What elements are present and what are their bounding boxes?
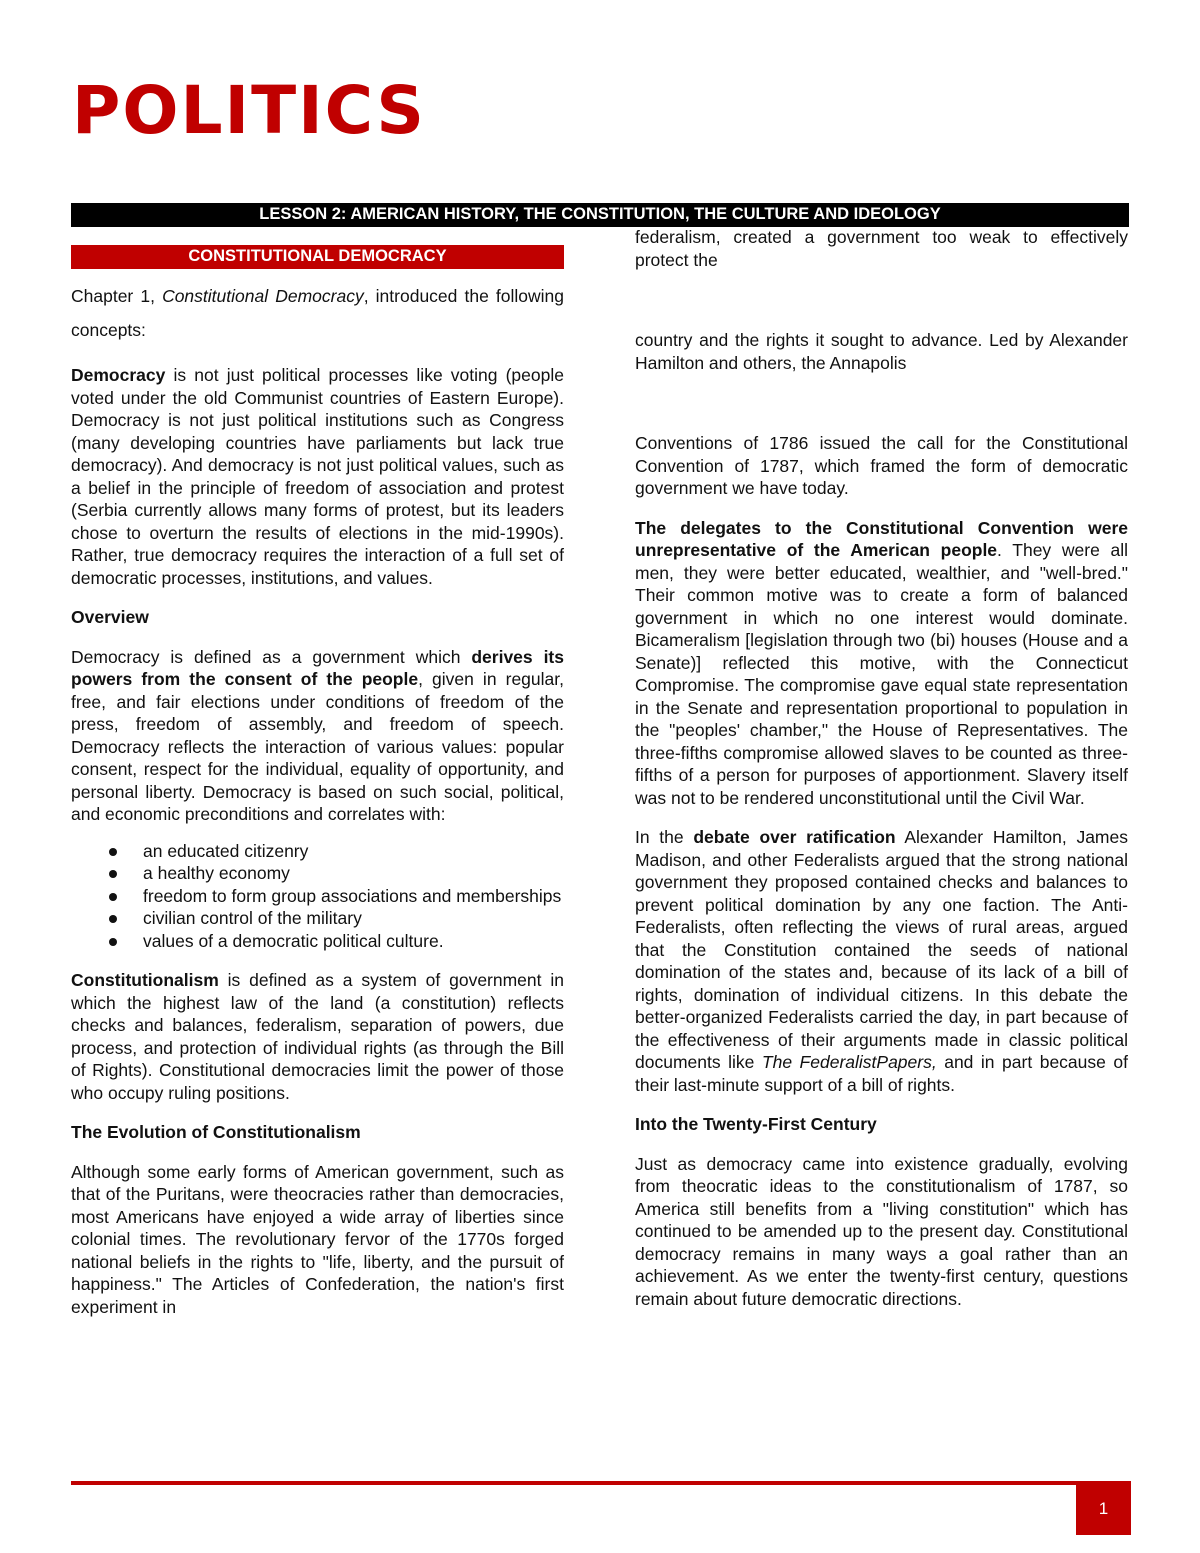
list-item-text: a healthy economy [143,863,290,883]
lesson-title-bar: LESSON 2: AMERICAN HISTORY, THE CONSTITUTION, THE CULTURE AND IDEOLOGY [71,203,1129,227]
ratification-text-start: In the [635,827,694,847]
constitutionalism-term: Constitutionalism [71,970,219,990]
overview-heading: Overview [71,607,149,627]
list-item-text: civilian control of the military [143,908,362,928]
overview-text-end: , given in regular, free, and fair elections under conditions of freedom of the press, freedom of assembly, and freedom of speech. Democracy reflects the interaction of various values: popular consent, respect for the individual, equality of opportunity, and personal liberty. Democracy is based on such social, political, and economic preconditions and correlates with: [71,669,564,824]
intro-text-start: Chapter 1, [71,286,163,306]
evolution-heading: The Evolution of Constitutionalism [71,1122,361,1142]
list-item [143,840,564,863]
constitutionalism-paragraph [71,969,564,1104]
ratification-bold-phrase: debate over ratification [693,827,896,847]
list-item [143,885,564,908]
preconditions-list [71,840,564,953]
footer-rule [71,1481,1131,1485]
overview-paragraph [71,646,564,826]
intro-chapter-title: Constitutional Democracy [162,286,364,306]
section-title-bar: CONSTITUTIONAL DEMOCRACY [71,245,564,269]
bullet-icon [109,938,117,946]
delegates-text: . They were all men, they were better educated, wealthier, and "well-bred." Their common motive was to create a form of balanced government in which no one interest would dominate. Bicameralism [legislation through two (bi) houses (House and a Senate)] reflected this motive, with the Connecticut Compromise. The compromise gave equal state representation in the Senate and representation proportional to population in the "peoples' chamber," the House of Representatives. The three-fifths compromise allowed slaves to be counted as three-fifths of a person for purposes of apportionment. Slavery itself was not to be rendered unconstitutional until the Civil War. [635,540,1128,808]
ratification-text-end: and in part because of their last-minute support of a bill of rights. [635,1052,1128,1095]
democracy-paragraph [71,364,564,589]
continued-paragraph-part-2: country and the rights it sought to advance. Led by Alexander Hamilton and others, the Annapolis [635,330,1128,373]
continued-paragraph-part-3: Conventions of 1786 issued the call for the Constitutional Convention of 1787, which framed the form of democratic government we have today. [635,433,1128,498]
overview-text-start: Democracy is defined as a government which [71,646,472,667]
list-item-text: an educated citizenry [143,840,309,861]
page-number-badge: 1 [1076,1485,1131,1535]
list-item [143,862,564,885]
ratification-text-middle: Alexander Hamilton, James Madison, and other Federalists argued that the strong national government they proposed contained checks and balances to prevent political domination by any one faction. The Anti-Federalists, often reflecting the views of rural areas, argued that the Constitution contained the seeds of national domination of the states and, because of its lack of a bill of rights, domination of individual citizens. In this debate the better-organized Federalists carried the day, in part because of the effectiveness of their arguments made in classic political documents like [635,827,1128,1072]
evolution-paragraph: Although some early forms of American government, such as that of the Puritans, were theocracies rather than democracies, most Americans have enjoyed a wide array of liberties since colonial times. The revolutionary fervor of the 1770s forged national beliefs in the rights to "life, liberty, and the pursuit of happiness." The Articles of Confederation, the nation's first experiment in [71,1161,564,1317]
bullet-icon [109,915,117,923]
constitutionalism-text: is defined as a system of government in which the highest law of the land (a constitution) reflects checks and balances, federalism, separation of powers, due process, and protection of individual rights (as through the Bill of Rights). Constitutional democracies limit the power of those who occupy ruling positions. [71,970,564,1103]
list-item-text: values of a democratic political culture. [143,930,444,951]
democracy-term: Democracy [71,365,166,385]
document-title: POLITICS [72,72,426,149]
delegates-paragraph [635,517,1128,810]
list-item [143,930,564,953]
bullet-icon [109,848,117,856]
democracy-text: is not just political processes like voting (people voted under the old Communist countries of Eastern Europe). Democracy is not just political institutions such as Congress (many developing countries have parliaments but lack true democracy). And democracy is not just political values, such as a belief in the principle of freedom of association and protest (Serbia currently allows many forms of protest, but its leaders chose to overturn the results of elections in the mid-1990s). Rather, true democracy requires the interaction of a full set of democratic processes, institutions, and values. [71,365,564,588]
intro-paragraph [71,279,564,347]
federalist-papers-title: The FederalistPapers, [761,1052,937,1072]
bullet-icon [109,870,117,878]
century-paragraph: Just as democracy came into existence gradually, evolving from theocratic ideas to the constitutionalism of 1787, so America still benefits from a "living constitution" which has continued to be amended up to the present day. Constitutional democracy remains in many ways a goal rather than an achievement. As we enter the twenty-first century, questions remain about future democratic directions. [635,1153,1128,1309]
list-item-text: freedom to form group associations and memberships [143,885,562,906]
overview-bold-phrase: derives its powers from the consent of the people [71,646,564,689]
continued-paragraph-part-1: federalism, created a government too weak to effectively protect the [635,227,1128,270]
left-column [71,245,564,1318]
delegates-bold-phrase: The delegates to the Constitutional Convention were unrepresentative of the American people [635,517,1128,560]
right-column [635,226,1128,1310]
ratification-paragraph [635,826,1128,1096]
bullet-icon [109,893,117,901]
intro-text-end: , introduced the following concepts: [71,286,565,340]
list-item [143,907,564,930]
century-heading: Into the Twenty-First Century [635,1114,877,1134]
